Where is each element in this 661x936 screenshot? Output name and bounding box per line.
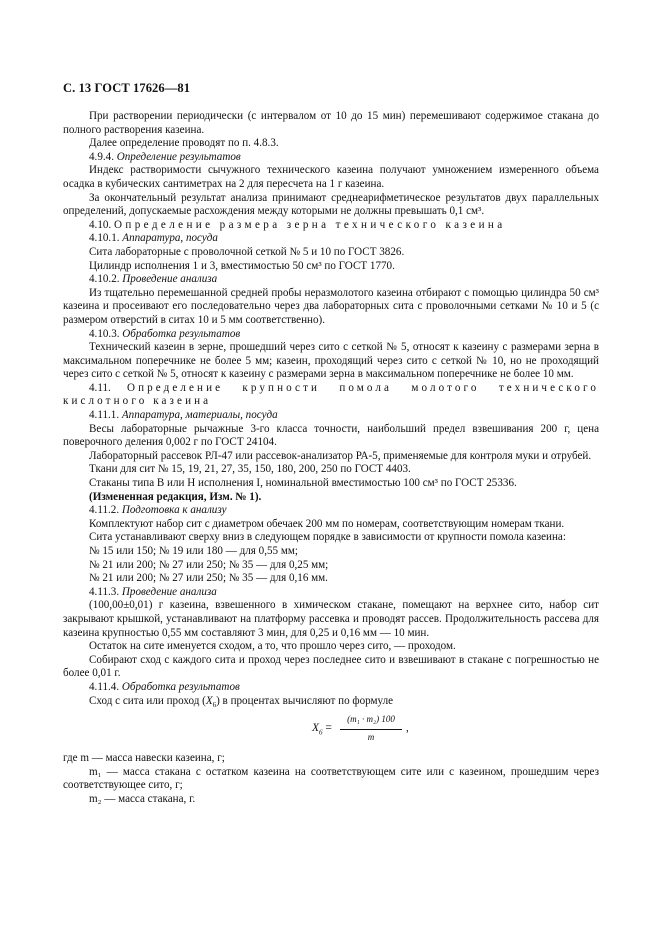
section-number: 4.11. [89,381,111,394]
paragraph: Из тщательно перемешанной средней пробы неразмолотого казеина отбирают с помощью цилиндра 50 см³ казеина и просеивают его последовательно через два лабораторных сита с проволочными сетками № 10 и 5 (с размером отверстий в ситах 10 и 5 мм соответственно). [63,286,599,326]
paragraph: Сита устанавливают сверху вниз в следующем порядке в зависимости от крупности помола казеина: [89,531,566,544]
paragraph: Лабораторный рассевок РЛ-47 или рассевок-анализатор РА-5, применяемые для контроля муки и отрубей. [89,449,592,462]
definition: где m — масса навески казеина, г; [63,752,225,765]
paragraph: Комплектуют набор сит с диаметром обечаек 200 мм по номерам, соответствующим номерам ткани. [89,517,565,530]
section-number: 4.11.2. [89,504,120,517]
section-heading [63,232,599,246]
section-title: Аппаратура, посуда [122,232,218,245]
paragraph: За окончательный результат анализа принимают среднеарифметическое результатов двух параллельных определений, допускаемые расхождения между которыми не должны превышать 0,1 см³. [63,191,599,218]
formula-numerator: (m₁ · m₂) 100 [347,714,395,725]
section-title: Обработка результатов [121,680,240,693]
section-number: 4.11.4. [89,680,120,693]
variable-x: X [205,694,213,707]
definition: m₁ — масса стакана с остатком казеина на соответствующем сите или с казеином, прошедшим через соответствующее сито, г; [63,765,599,792]
section-number: 4.11.3. [89,585,120,598]
paragraph: Сход с сита или проход $(X_6)$ в процентах вычисляют по формуле [89,694,394,709]
section-number: 4.10.3. [89,327,120,340]
paragraph: Ткани для сит № 15, 19, 21, 27, 35, 150, 180, 200, 250 по ГОСТ 4403. [89,463,411,476]
section-heading [63,328,599,342]
section-heading [63,273,599,287]
section-title: Аппаратура, материалы, посуда [121,409,278,422]
section-title: Проведение анализа [121,585,217,598]
document-body [63,110,599,807]
paragraph: Остаток на сите именуется сходом, а то, что прошло через сито, — проходом. [89,640,456,653]
formula-fraction [340,713,402,744]
section-heading [63,504,599,518]
paragraph: Далее определение проводят по п. 4.8.3. [89,137,279,150]
section-number: 4.9.4. [89,150,114,163]
paragraph: Цилиндр исполнения 1 и 3, вместимостью 50 см³ по ГОСТ 1770. [89,259,395,272]
paragraph: (100,00±0,01) г казеина, взвешенного в химическом стакане, помещают на верхнее сито, набор сит закрывают крышкой, устанавливают на платформу рассевка и проводят рассев. Продолжительность рассева для казеина крупностью 0,55 мм составляют 3 мин, для 0,25 и 0,16 мм — 10 мин. [63,599,599,639]
paragraph: Сита лабораторные с проволочной сеткой № 5 и 10 по ГОСТ 3826. [89,245,405,258]
section-heading [63,219,599,233]
section-heading [63,586,599,600]
section-number: 4.10.2. [89,273,120,286]
paragraph: Стаканы типа В или Н исполнения I, номинальной вместимостью 100 см³ по ГОСТ 25336. [89,477,517,490]
paragraph: Собирают сход с каждого сита и проход через последнее сито и взвешивают в стакане с погрешностью не более 0,01 г. [63,653,599,680]
section-heading [63,681,599,695]
section-number: 4.10.1. [89,232,120,245]
definition: m₂ — масса стакана, г. [89,792,196,805]
section-title: Подготовка к анализу [121,504,227,517]
section-heading [63,382,599,409]
section-title: Проведение анализа [122,273,218,286]
amendment-note: (Измененная редакция, Изм. № 1). [89,490,262,503]
section-heading [63,151,599,165]
paragraph: Технический казеин в зерне, прошедший через сито с сеткой № 5, относят к казеину с размерами зерна в максимальном поперечнике не более 5 мм; казеин, проходящий через сито с сеткой № 10, но не проходящий через сито с сеткой № 5, относят к казеину с размерами зерна в максимальном поперечнике не более 10 мм. [63,341,599,381]
section-title: Обработка результатов [122,327,241,340]
section-title: Определение результатов [116,150,241,163]
paragraph: Индекс растворимости сычужного технического казеина получают умножением измеренного объема осадка в кубических сантиметрах на 2 для пересчета на 1 г казеина. [63,164,599,190]
fraction-bar [340,729,402,730]
page-header: С. 13 ГОСТ 17626—81 [63,81,191,95]
section-title: Определение крупности помола молотого технического кислотного казеина [63,381,599,408]
section-number: 4.11.1. [89,409,120,422]
formula [63,708,599,752]
paragraph: Весы лабораторные рычажные 3-го класса точности, наибольший предел взвешивания 200 г, цена поверочного деления 0,002 г по ГОСТ 24104. [63,422,599,449]
formula-comma: , [406,722,409,735]
formula-lhs: $X_6$ = [312,722,332,737]
list-item: № 21 или 200; № 27 или 250; № 35 — для 0,16 мм. [89,572,328,585]
formula-denominator: m [367,731,375,742]
section-number: 4.10. [89,218,112,231]
section-heading [63,409,599,423]
list-item: № 21 или 200; № 27 или 250; № 35 — для 0,25 мм; [89,558,329,571]
paragraph: При растворении периодически (с интервалом от 10 до 15 мин) перемешивают содержимое стакана до полного растворения казеина. [63,110,599,136]
section-title: Определение размера зерна технического казеина [113,218,506,231]
list-item: № 15 или 150; № 19 или 180 — для 0,55 мм; [89,545,298,557]
